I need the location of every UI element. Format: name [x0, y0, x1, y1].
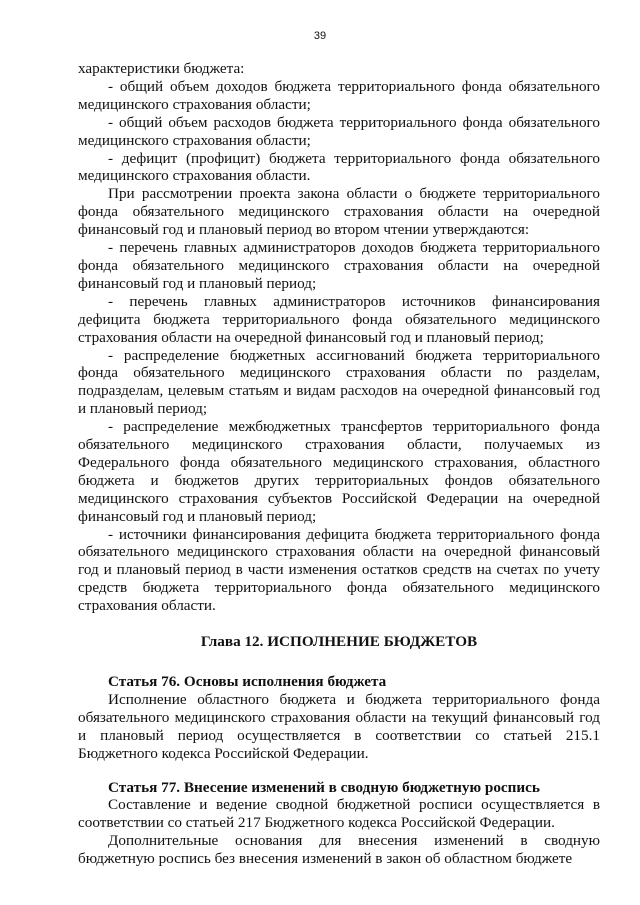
- list-item-deficit-financing-sources: - источники финансирования дефицита бюджета территориального фонда обязательного медицинского страхования области на очередной финансовый год и плановый период в части изменения остатков средств на счетах по учету средств бюджета территориального фонда обязательного медицинского страхования области.: [78, 525, 600, 615]
- article-77-paragraph: Дополнительные основания для внесения изменений в сводную бюджетную роспись без внесения изменений в закон об областном бюджете: [78, 832, 600, 868]
- list-item-revenue-administrators: - перечень главных администраторов доходов бюджета территориального фонда обязательного медицинского страхования области на очередной финансовый год и плановый период;: [78, 239, 600, 292]
- article-76-heading: Статья 76. Основы исполнения бюджета: [108, 673, 387, 690]
- list-item-interbudget-transfers: - распределение межбюджетных трансфертов территориального фонда обязательного медицинского страхования области, получаемых из Федерального фонда обязательного медицинского страхования, областного бюджета и бюджетов других территориальных фондов обязательного медицинского страхования субъектов Российской Федерации на очередной финансовый год и плановый период;: [78, 418, 600, 525]
- list-item-budget-allocations: - распределение бюджетных ассигнований бюджета территориального фонда обязательного медицинского страхования области по разделам, подразделам, целевым статьям и видам расходов на очередной финансовый год и плановый период;: [78, 346, 600, 418]
- article-76-text: Исполнение областного бюджета и бюджета территориального фонда обязательного медицинского страхования области на текущий финансовый год и плановый период осуществляется в соответствии со статьей 215.1 Бюджетного кодекса Российской Федерации.: [78, 690, 600, 762]
- list-item-financing-administrators: - перечень главных администраторов источников финансирования дефицита бюджета территориального фонда обязательного медицинского страхования области на очередной финансовый год и плановый период;: [78, 292, 600, 346]
- article-77-heading: Статья 77. Внесение изменений в сводную бюджетную роспись: [108, 778, 540, 796]
- paragraph-budget-characteristics: характеристики бюджета:: [78, 60, 245, 77]
- list-item-deficit: - дефицит (профицит) бюджета территориального фонда обязательного медицинского страхования области.: [78, 149, 600, 185]
- list-item-total-expenses: - общий объем расходов бюджета территориального фонда обязательного медицинского страхования области;: [78, 113, 600, 149]
- page-number: 39: [313, 30, 327, 42]
- paragraph-second-reading: При рассмотрении проекта закона области о бюджете территориального фонда обязательного медицинского страхования области на очередной финансовый год и плановый период во втором чтении утверждаются:: [78, 185, 600, 239]
- list-item-total-revenue: - общий объем доходов бюджета территориального фонда обязательного медицинского страхования области;: [78, 77, 600, 113]
- document-body: [78, 60, 600, 868]
- chapter-title: Глава 12. ИСПОЛНЕНИЕ БЮДЖЕТОВ: [200, 633, 478, 651]
- article-77-paragraph: Составление и ведение сводной бюджетной росписи осуществляется в соответствии со статьей 217 Бюджетного кодекса Российской Федерации.: [78, 796, 600, 832]
